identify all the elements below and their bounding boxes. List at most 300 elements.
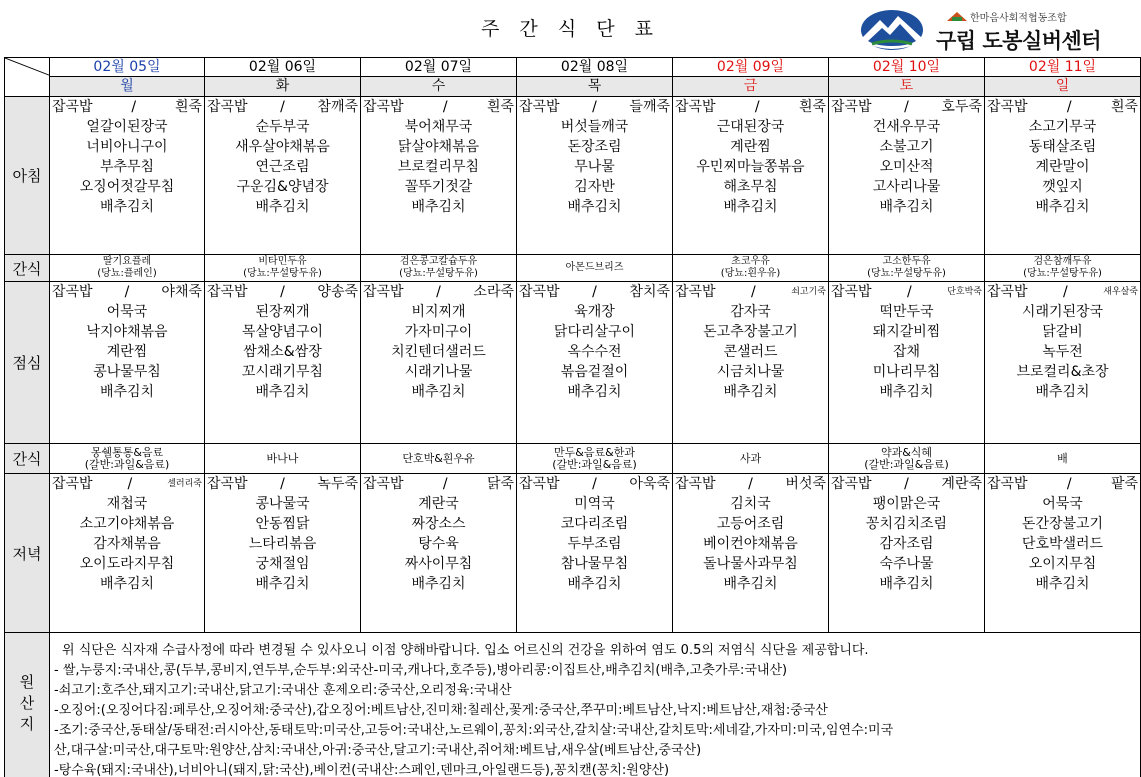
separator: / (904, 99, 909, 115)
snack-item: 약과&식혜 (880, 445, 933, 459)
origin-notes (50, 633, 1141, 777)
meal-header (517, 474, 672, 494)
breakfast-cell (829, 97, 985, 255)
separator: / (1063, 284, 1068, 300)
meal-header (50, 474, 204, 494)
porridge-item: 흰죽 (174, 99, 202, 115)
separator: / (592, 284, 597, 300)
weekday-header: 토 (829, 77, 985, 97)
menu-item: 안동찜닭 (255, 516, 310, 532)
snack-diabetic-note: (갈반:과일&음료) (864, 457, 949, 471)
dinner-cell (829, 474, 985, 633)
meal-header (205, 97, 360, 117)
menu-item: 동태살조림 (1028, 139, 1097, 155)
menu-item: 근대된장국 (716, 119, 785, 135)
page-title: 주 간 식 단 표 (481, 18, 660, 40)
porridge-item: 아욱죽 (629, 476, 670, 492)
snack-item: 몽쉘통통&음료 (90, 445, 164, 459)
menu-item: 순두부국 (255, 119, 310, 135)
rice-item: 잡곡밥 (519, 99, 560, 115)
menu-item: 고등어조림 (716, 516, 785, 532)
menu-item: 팽이맑은국 (872, 496, 941, 512)
origin-label (5, 633, 50, 777)
menu-item: 느타리볶음 (248, 536, 317, 552)
menu-item: 쌈채소&쌈장 (243, 344, 322, 360)
menu-item: 브로컬리무침 (397, 159, 480, 175)
meal-header (361, 474, 516, 494)
menu-item: 고사리나물 (872, 179, 941, 195)
cooperative-icon (946, 11, 968, 22)
menu-item: 배추김치 (567, 384, 622, 400)
menu-item: 시래기나물 (404, 364, 473, 380)
notice-line: 위 식단은 식자재 수급사정에 따라 변경될 수 있사오니 이점 양해바랍니다. 입소 어르신의 건강을 위하여 염도 0.5의 저염식 식단을 제공합니다. (62, 643, 869, 658)
snack-cell (50, 255, 205, 282)
menu-item: 계란찜 (106, 344, 148, 360)
weekday-row (5, 77, 1141, 97)
menu-item: 육개장 (574, 304, 615, 320)
meal-header (673, 97, 828, 117)
snack-item: 딸기요플레 (102, 256, 152, 267)
snack2-label-text: 간식 (12, 450, 42, 468)
menu-item: 미역국 (574, 496, 615, 512)
origin-line: -쇠고기:호주산,돼지고기:국내산,닭고기:국내산 훈제오리:중국산,오리정육:국내산 (54, 683, 512, 698)
lunch-cell (205, 282, 361, 444)
logo-subtitle (946, 9, 1067, 24)
menu-item: 배추김치 (567, 576, 622, 592)
rice-item: 잡곡밥 (675, 284, 716, 300)
snack-diabetic-note: (갈반:과일&음료) (552, 457, 637, 471)
separator: / (1066, 99, 1072, 115)
date-header: 02월 11일 (985, 58, 1141, 77)
snack-cell (673, 255, 829, 282)
mountain-logo-icon (860, 8, 924, 50)
menu-item: 계란국 (418, 496, 459, 512)
rice-item: 잡곡밥 (831, 99, 872, 115)
dinner-cell (673, 474, 829, 633)
menu-item: 브로컬리&초장 (1016, 364, 1109, 380)
rice-item: 잡곡밥 (207, 99, 248, 115)
lunch-cell (673, 282, 829, 444)
menu-item: 탕수육 (418, 536, 459, 552)
breakfast-cell (673, 97, 829, 255)
origin-line: -조기:중국산,동태살/동태전:러시아산,동태토막:미국산,고등어:국내산,노르웨이,꽁치:외국산,갈치살:국내산,갈치토막:세네갈,가자미:미국,임연수:미국 (54, 723, 894, 738)
weekday-header: 월 (50, 77, 205, 97)
porridge-item: 들깨죽 (629, 99, 670, 115)
menu-item: 꼬시래기무침 (241, 364, 324, 380)
menu-item: 닭살야채볶음 (397, 139, 480, 155)
menu-item: 돈장조림 (567, 139, 622, 155)
snack1-label (5, 255, 50, 282)
menu-item: 돈고추장불고기 (703, 324, 798, 340)
snack-diabetic-note: (갈반:과일&음료) (84, 457, 170, 471)
snack-cell (361, 255, 517, 282)
dinner-label (5, 474, 50, 633)
rice-item: 잡곡밥 (831, 476, 872, 492)
dinner-cell (361, 474, 517, 633)
snack-cell (205, 444, 361, 474)
menu-item: 돈간장불고기 (1021, 516, 1104, 532)
breakfast-cell (205, 97, 361, 255)
separator: / (748, 476, 753, 492)
menu-item: 김자반 (574, 179, 615, 195)
meal-header (829, 97, 984, 117)
menu-item: 김치국 (730, 496, 771, 512)
snack-cell (205, 255, 361, 282)
menu-item: 무나물 (574, 159, 615, 175)
menu-item: 북어채무국 (404, 119, 473, 135)
menu-item: 미나리무침 (872, 364, 941, 380)
menu-item: 시금치나물 (716, 364, 785, 380)
rice-item: 잡곡밥 (207, 284, 248, 300)
menu-item: 연근조림 (255, 159, 310, 175)
rice-item: 잡곡밥 (207, 476, 248, 492)
separator: / (127, 476, 133, 492)
separator: / (280, 99, 285, 115)
weekday-header: 화 (205, 77, 361, 97)
date-row (5, 58, 1141, 77)
meal-header (829, 474, 984, 494)
header (0, 0, 1141, 57)
menu-item: 건새우무국 (872, 119, 941, 135)
menu-item: 배추김치 (1035, 384, 1090, 400)
rice-item: 잡곡밥 (675, 99, 716, 115)
separator: / (751, 284, 756, 300)
diagonal-line (5, 58, 49, 96)
separator: / (436, 284, 441, 300)
menu-item: 새우살야채볶음 (235, 139, 330, 155)
meal-header (205, 474, 360, 494)
menu-item: 낙지야채볶음 (86, 324, 168, 340)
porridge-item: 흰죽 (798, 99, 826, 115)
breakfast-row (5, 97, 1141, 255)
meal-header (985, 474, 1140, 494)
menu-item: 코다리조림 (560, 516, 629, 532)
menu-item: 시래기된장국 (1021, 304, 1104, 320)
porridge-item: 계란죽 (941, 476, 982, 492)
separator: / (592, 476, 597, 492)
meal-header (50, 97, 204, 117)
menu-item: 깻잎지 (1042, 179, 1083, 195)
menu-item: 배추김치 (723, 199, 778, 215)
lunch-cell (829, 282, 985, 444)
date-header: 02월 09일 (673, 58, 829, 77)
separator: / (442, 99, 448, 115)
menu-item: 배추김치 (255, 576, 310, 592)
menu-item: 소고기야채볶음 (79, 516, 175, 532)
menu-item: 너비아니구이 (86, 139, 168, 155)
menu-item: 배추김치 (255, 199, 310, 215)
breakfast-cell (50, 97, 205, 255)
lunch-cell (361, 282, 517, 444)
menu-item: 옥수수전 (567, 344, 622, 360)
breakfast-label (5, 97, 50, 255)
snack-cell (673, 444, 829, 474)
snack-item: 검은참깨두유 (1033, 256, 1092, 267)
menu-item: 부추무침 (99, 159, 155, 175)
menu-item: 두부조림 (567, 536, 622, 552)
snack-cell (517, 444, 673, 474)
breakfast-label-text: 아침 (12, 167, 42, 185)
menu-item: 배추김치 (567, 199, 622, 215)
dinner-cell (985, 474, 1141, 633)
rice-item: 잡곡밥 (519, 476, 560, 492)
logo-name: 구립 도봉실버센터 (936, 29, 1102, 53)
porridge-item: 단호박죽 (947, 287, 982, 297)
menu-item: 배추김치 (1035, 199, 1090, 215)
menu-item: 궁채절임 (255, 556, 310, 572)
snack1-label-text: 간식 (12, 259, 42, 278)
menu-item: 해초무침 (723, 179, 778, 195)
date-header: 02월 06일 (205, 58, 361, 77)
separator: / (280, 284, 285, 300)
meal-header (50, 282, 204, 302)
snack-cell (361, 444, 517, 474)
rice-item: 잡곡밥 (675, 476, 716, 492)
menu-item: 어묵국 (1042, 496, 1083, 512)
porridge-item: 녹두죽 (317, 476, 358, 492)
porridge-item: 셀러리죽 (167, 479, 202, 489)
dinner-row (5, 474, 1141, 633)
porridge-item: 소라죽 (473, 284, 514, 300)
separator: / (592, 99, 597, 115)
menu-item: 감자국 (730, 304, 771, 320)
dinner-cell (517, 474, 673, 633)
menu-item: 감자채볶음 (93, 536, 161, 552)
lunch-cell (985, 282, 1141, 444)
snack-diabetic-note: (당뇨:무설탕두유) (1023, 268, 1102, 279)
origin-line: -탕수육(돼지:국내산),너비아니(돼지,닭:국산),베이컨(국내산:스페인,덴마크,아일랜드등),꽁치캔(꽁치:원양산) (54, 763, 670, 777)
menu-item: 얼갈이된장국 (86, 119, 168, 135)
menu-item: 배추김치 (723, 576, 778, 592)
snack-cell (985, 444, 1141, 474)
snack-cell (829, 255, 985, 282)
porridge-item: 새우살죽 (1103, 287, 1138, 297)
meal-header (673, 474, 828, 494)
menu-item: 볶음겉절이 (560, 364, 629, 380)
menu-item: 배추김치 (411, 384, 466, 400)
menu-item: 닭갈비 (1042, 324, 1083, 340)
menu-item: 베이컨야채볶음 (703, 536, 798, 552)
date-header: 02월 10일 (829, 58, 985, 77)
porridge-item: 참치죽 (629, 284, 670, 300)
menu-item: 배추김치 (879, 576, 934, 592)
menu-item: 소불고기 (879, 139, 934, 155)
lunch-label (5, 282, 50, 444)
origin-line: 산,대구살:미국산,대구토막:원양산,삼치:국내산,아귀:중국산,달고기:국내산,쥐어채:베트남,새우살(베트남산,중국산) (54, 743, 702, 758)
menu-item: 떡만두국 (879, 304, 934, 320)
menu-item: 배추김치 (99, 576, 155, 592)
menu-item: 배추김치 (1035, 576, 1090, 592)
snack2-row (5, 444, 1141, 474)
snack-item: 바나나 (266, 451, 299, 465)
menu-item: 치킨텐더샐러드 (391, 344, 486, 360)
menu-item: 돼지갈비찜 (872, 324, 941, 340)
lunch-cell (50, 282, 205, 444)
menu-item: 우민찌마늘쫑볶음 (696, 159, 805, 175)
porridge-item: 버섯죽 (785, 476, 826, 492)
snack-item: 배 (1057, 451, 1068, 465)
menu-item: 참나물무침 (560, 556, 629, 572)
dinner-cell (50, 474, 205, 633)
menu-item: 계란말이 (1035, 159, 1090, 175)
logo (856, 6, 1136, 52)
dinner-label-text: 저녁 (12, 544, 42, 563)
menu-item: 꼴뚜기젓갈 (404, 179, 473, 195)
snack-item: 고소한두유 (882, 256, 931, 267)
rice-item: 잡곡밥 (987, 476, 1028, 492)
separator: / (907, 284, 912, 300)
rice-item: 잡곡밥 (363, 99, 404, 115)
snack-cell (50, 444, 205, 474)
date-header: 02월 07일 (361, 58, 517, 77)
meal-header (985, 97, 1140, 117)
porridge-item: 참깨죽 (317, 99, 358, 115)
logo-subtitle-text: 한마음사회적협동조합 (970, 13, 1067, 24)
snack-item: 검은콩고칼슘두유 (399, 256, 478, 267)
porridge-item: 흰죽 (486, 99, 514, 115)
menu-item: 돌나물사과무침 (703, 556, 798, 572)
origin-label-text: 원산지 (17, 673, 36, 737)
meal-header (673, 282, 828, 302)
menu-item: 단호박샐러드 (1021, 536, 1104, 552)
porridge-item: 야채죽 (161, 284, 202, 300)
menu-item: 오이지무침 (1028, 556, 1097, 572)
meal-header (205, 282, 360, 302)
meal-header (361, 97, 516, 117)
menu-item: 배추김치 (99, 384, 155, 400)
menu-item: 오징어젓갈무침 (79, 179, 175, 195)
menu-item: 배추김치 (411, 576, 466, 592)
snack2-label (5, 444, 50, 474)
menu-item: 감자조림 (879, 536, 934, 552)
rice-item: 잡곡밥 (987, 284, 1028, 300)
snack-cell (829, 444, 985, 474)
menu-item: 재첩국 (106, 496, 148, 512)
date-header: 02월 05일 (50, 58, 205, 77)
snack-diabetic-note: (당뇨:플레인) (97, 268, 157, 279)
separator: / (754, 99, 760, 115)
porridge-item: 호두죽 (941, 99, 982, 115)
porridge-item: 양송죽 (317, 284, 358, 300)
weekly-menu-table (4, 57, 1141, 777)
porridge-item: 팥죽 (1110, 476, 1138, 492)
origin-line: - 쌀,누룽지:국내산,콩(두부,콩비지,연두부,순두부:외국산-미국,캐나다,호주등),병아리콩:이집트산,배추김치(배추,고춧가루:국내산) (54, 663, 788, 678)
lunch-cell (517, 282, 673, 444)
menu-item: 짜장소스 (411, 516, 466, 532)
rice-item: 잡곡밥 (363, 476, 404, 492)
menu-item: 꽁치김치조림 (865, 516, 948, 532)
menu-item: 목살양념구이 (241, 324, 324, 340)
rice-item: 잡곡밥 (52, 284, 93, 300)
breakfast-cell (985, 97, 1141, 255)
snack-item: 초코우유 (731, 256, 770, 267)
menu-item: 잡채 (892, 344, 921, 360)
dinner-cell (205, 474, 361, 633)
separator: / (442, 476, 448, 492)
menu-item: 버섯들깨국 (560, 119, 629, 135)
snack-item: 사과 (739, 451, 762, 465)
separator: / (904, 476, 909, 492)
header-corner (5, 58, 50, 97)
rice-item: 잡곡밥 (52, 99, 93, 115)
weekday-header: 금 (673, 77, 829, 97)
menu-item: 콩나물국 (255, 496, 310, 512)
menu-item: 어묵국 (106, 304, 148, 320)
snack1-row (5, 255, 1141, 282)
separator: / (124, 284, 130, 300)
menu-item: 배추김치 (411, 199, 466, 215)
rice-item: 잡곡밥 (363, 284, 404, 300)
lunch-label-text: 점심 (12, 354, 42, 372)
menu-item: 된장찌개 (255, 304, 310, 320)
rice-item: 잡곡밥 (519, 284, 560, 300)
snack-diabetic-note: (당뇨:무설탕두유) (243, 268, 322, 279)
menu-item: 구운김&양념장 (236, 179, 329, 195)
porridge-item: 닭죽 (486, 476, 514, 492)
menu-item: 오미산적 (879, 159, 934, 175)
snack-diabetic-note: (당뇨:무설탕두유) (867, 268, 946, 279)
menu-item: 녹두전 (1042, 344, 1083, 360)
snack-cell (517, 255, 673, 282)
separator: / (131, 99, 137, 115)
menu-item: 소고기무국 (1028, 119, 1097, 135)
menu-item: 배추김치 (879, 199, 934, 215)
rice-item: 잡곡밥 (52, 476, 93, 492)
menu-item: 계란찜 (730, 139, 771, 155)
meal-header (517, 282, 672, 302)
snack-item: 만두&음료&한과 (554, 445, 635, 459)
snack-item: 단호박&흰우유 (402, 451, 475, 465)
menu-item: 콘샐러드 (723, 344, 778, 360)
menu-item: 배추김치 (879, 384, 934, 400)
meal-header (829, 282, 984, 302)
breakfast-cell (361, 97, 517, 255)
meal-header (361, 282, 516, 302)
weekday-header: 일 (985, 77, 1141, 97)
menu-item: 배추김치 (723, 384, 778, 400)
separator: / (280, 476, 285, 492)
lunch-row (5, 282, 1141, 444)
snack-item: 아몬드브리즈 (565, 262, 624, 273)
origin-line: -오징어:(오징어다짐:페루산,오징어채:중국산),갑오징어:베트남산,진미채:칠레산,꽃게:중국산,쭈꾸미:베트남산,낙지:베트남산,재첩:중국산 (54, 703, 828, 718)
menu-item: 배추김치 (99, 199, 155, 215)
origin-row (5, 633, 1141, 777)
meal-header (985, 282, 1140, 302)
menu-item: 배추김치 (255, 384, 310, 400)
menu-item: 비지찌개 (411, 304, 466, 320)
meal-header (517, 97, 672, 117)
date-header: 02월 08일 (517, 58, 673, 77)
snack-diabetic-note: (당뇨:흰우유) (720, 268, 781, 279)
weekday-header: 목 (517, 77, 673, 97)
separator: / (1066, 476, 1072, 492)
menu-item: 닭다리살구이 (553, 324, 636, 340)
snack-item: 비타민두유 (258, 256, 307, 267)
menu-item: 콩나물무침 (93, 364, 161, 380)
snack-cell (985, 255, 1141, 282)
snack-diabetic-note: (당뇨:무설탕두유) (399, 268, 478, 279)
weekday-header: 수 (361, 77, 517, 97)
menu-item: 짜사이무침 (404, 556, 473, 572)
porridge-item: 흰죽 (1110, 99, 1138, 115)
rice-item: 잡곡밥 (987, 99, 1028, 115)
menu-item: 가자미구이 (404, 324, 473, 340)
breakfast-cell (517, 97, 673, 255)
rice-item: 잡곡밥 (831, 284, 872, 300)
porridge-item: 쇠고기죽 (791, 287, 826, 297)
menu-item: 오이도라지무침 (79, 556, 175, 572)
menu-item: 숙주나물 (879, 556, 934, 572)
